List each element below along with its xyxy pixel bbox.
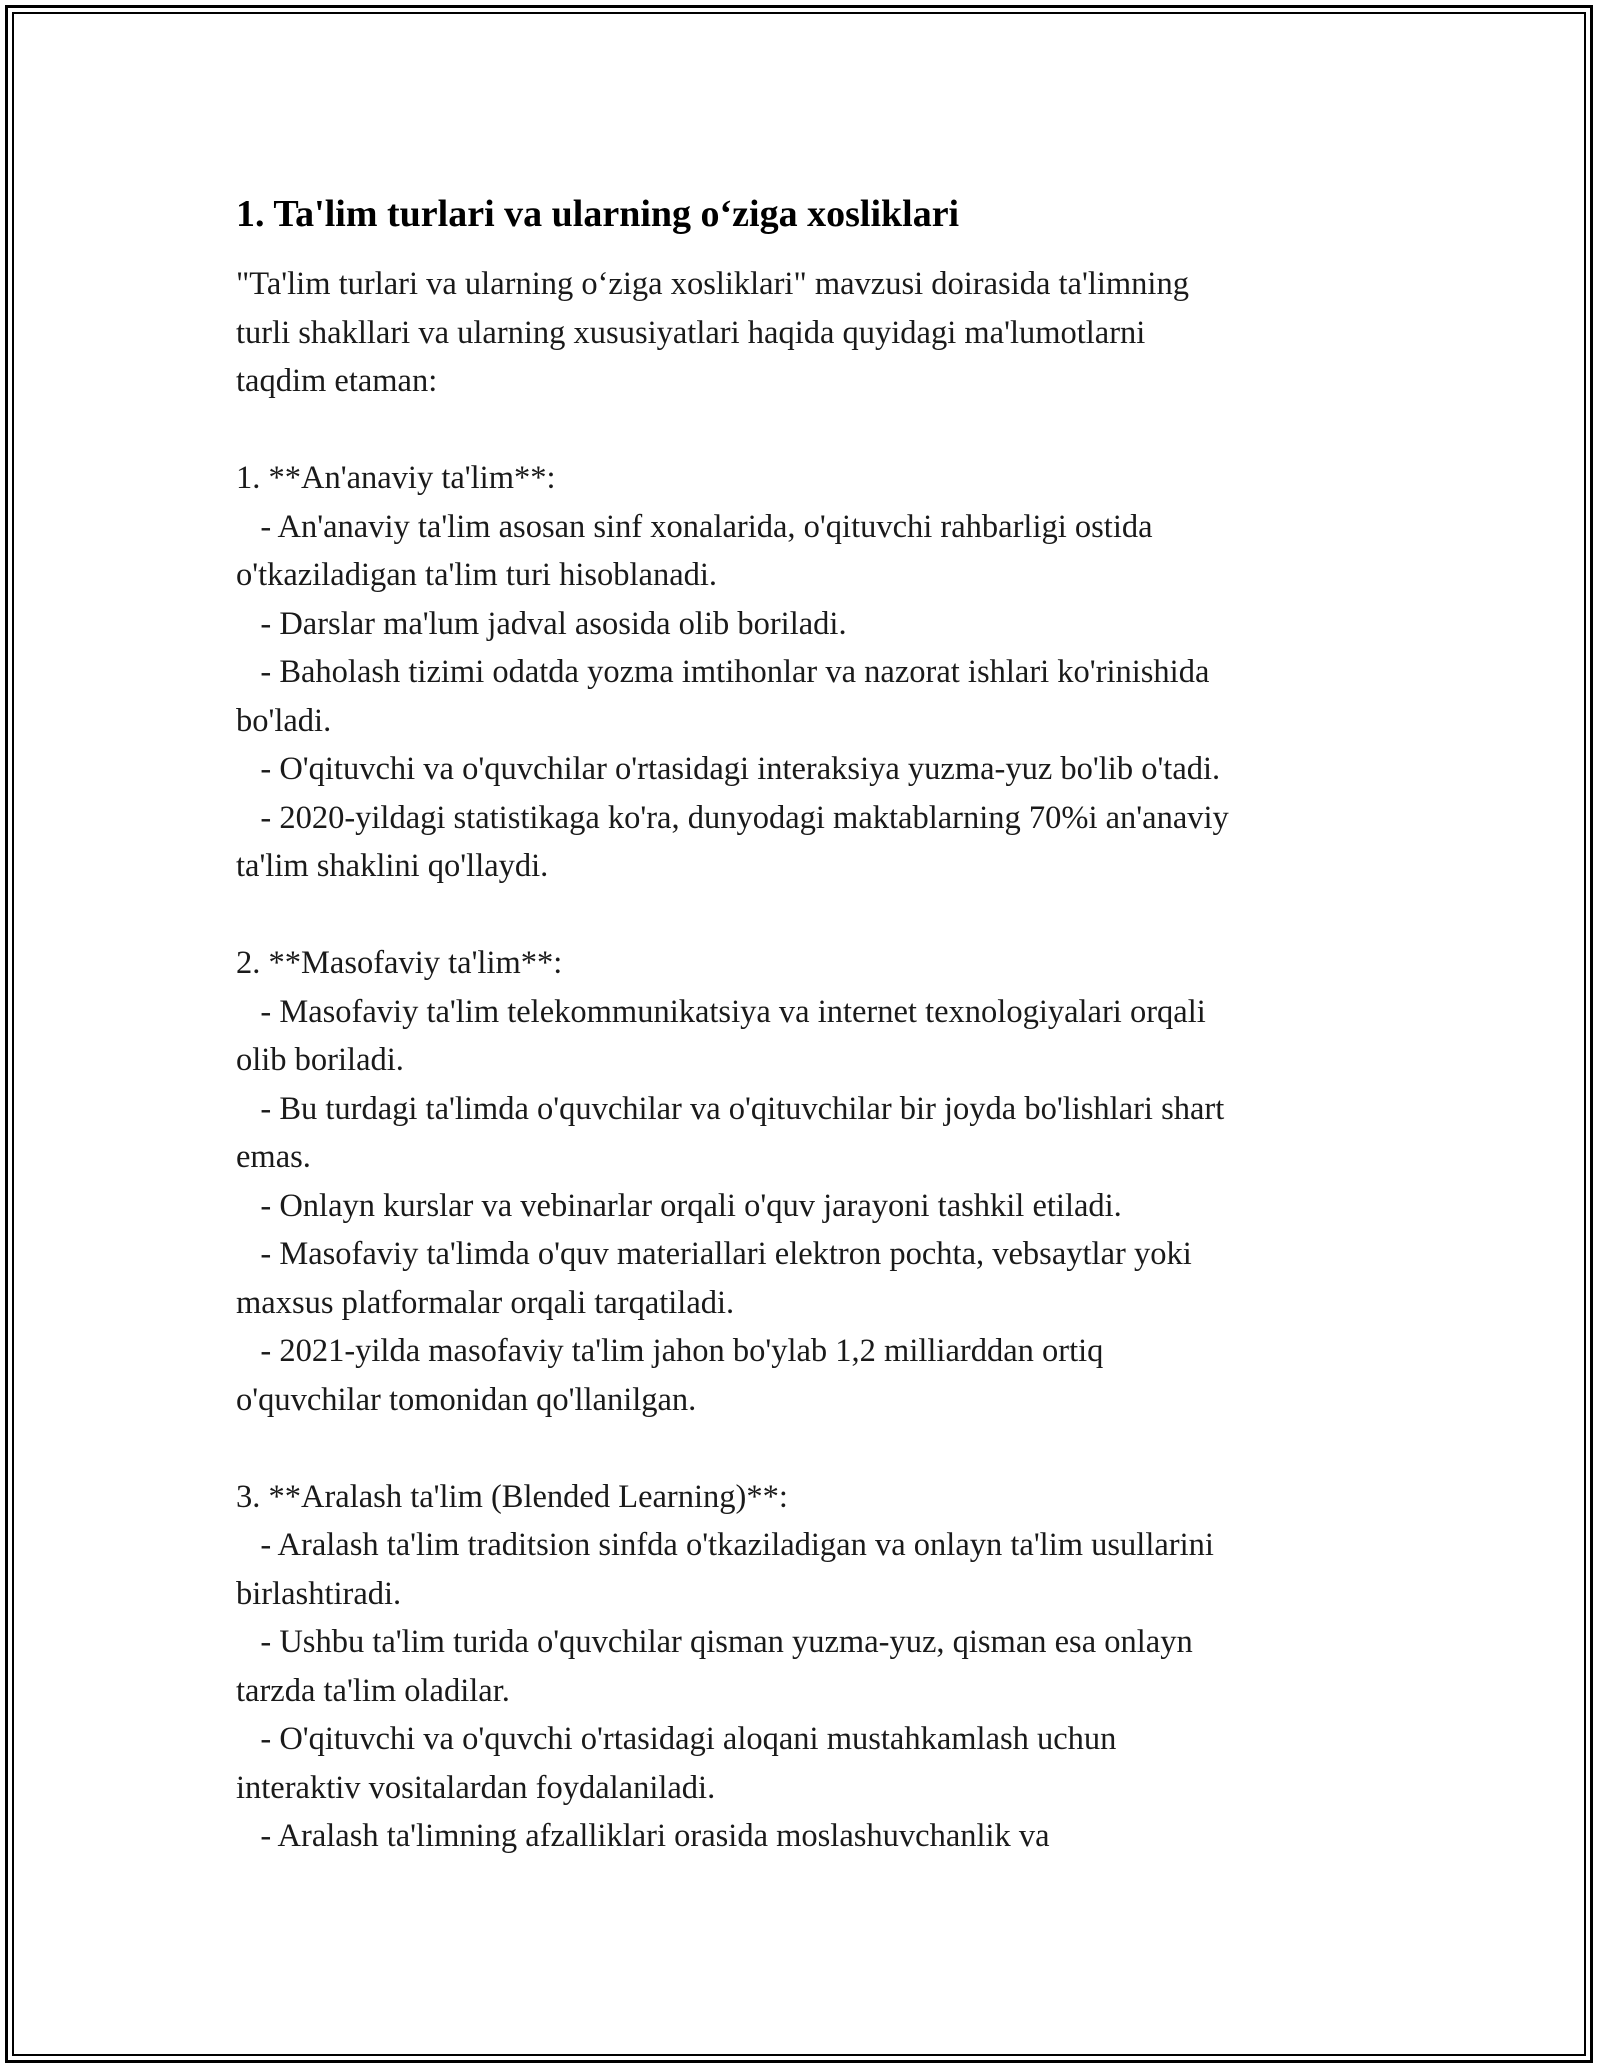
- document-body: "Ta'lim turlari va ularning o‘ziga xosliklari" mavzusi doirasida ta'limning turli shakllari va ularning xususiyatlari haqida quyidagi ma'lumotlarni taqdim etaman: 1. **An'anaviy ta'lim**: - An'anaviy ta'lim asosan sinf xonalarida, o'qituvchi rahbarligi ostida o'tkaziladigan ta'lim turi hisoblanadi. - Darslar ma'lum jadval asosida olib boriladi. - Baholash tizimi odatda yozma imtihonlar va nazorat ishlari ko'rinishida bo'ladi. - O'qituvchi va o'quvchilar o'rtasidagi interaksiya yuzma-yuz bo'lib o'tadi. - 2020-yildagi statistikaga ko'ra, dunyodagi maktablarning 70%i an'anaviy ta'lim shaklini qo'llaydi. 2. **Masofaviy ta'lim**: - Masofaviy ta'lim telekommunikatsiya va internet texnologiyalari orqali olib boriladi. - Bu turdagi ta'limda o'quvchilar va o'qituvchilar bir joyda bo'lishlari shart emas. - Onlayn kurslar va vebinarlar orqali o'quv jarayoni tashkil etiladi. - Masofaviy ta'limda o'quv materiallari elektron pochta, vebsaytlar yoki maxsus platformalar orqali tarqatiladi. - 2021-yilda masofaviy ta'lim jahon bo'ylab 1,2 milliarddan ortiq o'quvchilar tomonidan qo'llanilgan. 3. **Aralash ta'lim (Blended Learning)**: - Aralash ta'lim traditsion sinfda o'tkaziladigan va onlayn ta'lim usullarini birlashtiradi. - Ushbu ta'lim turida o'quvchilar qisman yuzma-yuz, qisman esa onlayn tarzda ta'lim oladilar. - O'qituvchi va o'quvchi o'rtasidagi aloqani mustahkamlash uchun interaktiv vositalardan foydalaniladi. - Aralash ta'limning afzalliklari orasida moslashuvchanlik va: [236, 266, 1229, 1854]
- document-title: 1. Ta'lim turlari va ularning o‘ziga xosliklari: [236, 193, 960, 235]
- document-page: [236, 186, 1386, 1861]
